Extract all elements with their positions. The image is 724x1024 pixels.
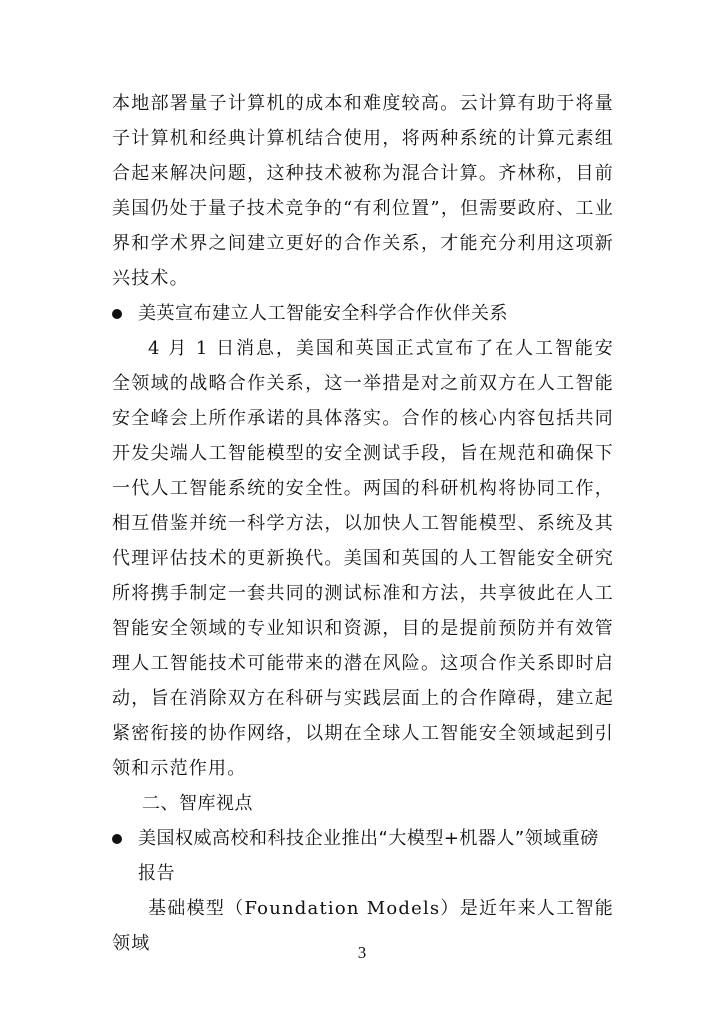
paragraph-quantum-cloud: 本地部署量子计算机的成本和难度较高。云计算有助于将量子计算机和经典计算机结合使用，将两种系统的计算元素组合起来解决问题，这种技术被称为混合计算。齐林称，目前美国仍处于量子技术竞争的“有利位置”，但需要政府、工业界和学术界之间建立更好的合作关系，才能充分利用这项新兴技术。: [112, 93, 614, 289]
bullet-icon: [112, 309, 122, 319]
paragraph-us-uk-ai-safety: 4 月 1 日消息，美国和英国正式宣布了在人工智能安全领域的战略合作关系，这一举措是对之前双方在人工智能安全峰会上所作承诺的具体落实。合作的核心内容包括共同开发尖端人工智能模型的安全测试手段，旨在规范和确保下一代人工智能系统的安全性。两国的科研机构将协同工作，相互借鉴并统一科学方法，以加快人工智能模型、系统及其代理评估技术的更新换代。美国和英国的人工智能安全研究所将携手制定一套共同的测试标准和方法，共享彼此在人工智能安全领域的专业知识和资源，目的是提前预防并有效管理人工智能技术可能带来的潜在风险。这项合作关系即时启动，旨在消除双方在科研与实践层面上的合作障碍，建立起紧密衔接的协作网络，以期在全球人工智能安全领域起到引领和示范作用。: [112, 338, 614, 779]
page-body: [112, 86, 614, 961]
bullet-heading-foundation-models-robots: [112, 821, 614, 891]
page-number: 3: [357, 943, 367, 962]
paragraph-foundation-models: 基础模型（Foundation Models）是近年来人工智能领域: [112, 898, 614, 954]
bullet-icon: [112, 834, 122, 844]
bullet-heading-us-uk-ai-safety: [112, 296, 614, 331]
bullet-heading-text: 美国权威高校和科技企业推出“大模型+机器人”领域重磅报告: [138, 828, 599, 884]
section-heading-think-tank: 二、智库视点: [142, 793, 253, 814]
bullet-heading-text: 美英宣布建立人工智能安全科学合作伙伴关系: [138, 303, 508, 324]
